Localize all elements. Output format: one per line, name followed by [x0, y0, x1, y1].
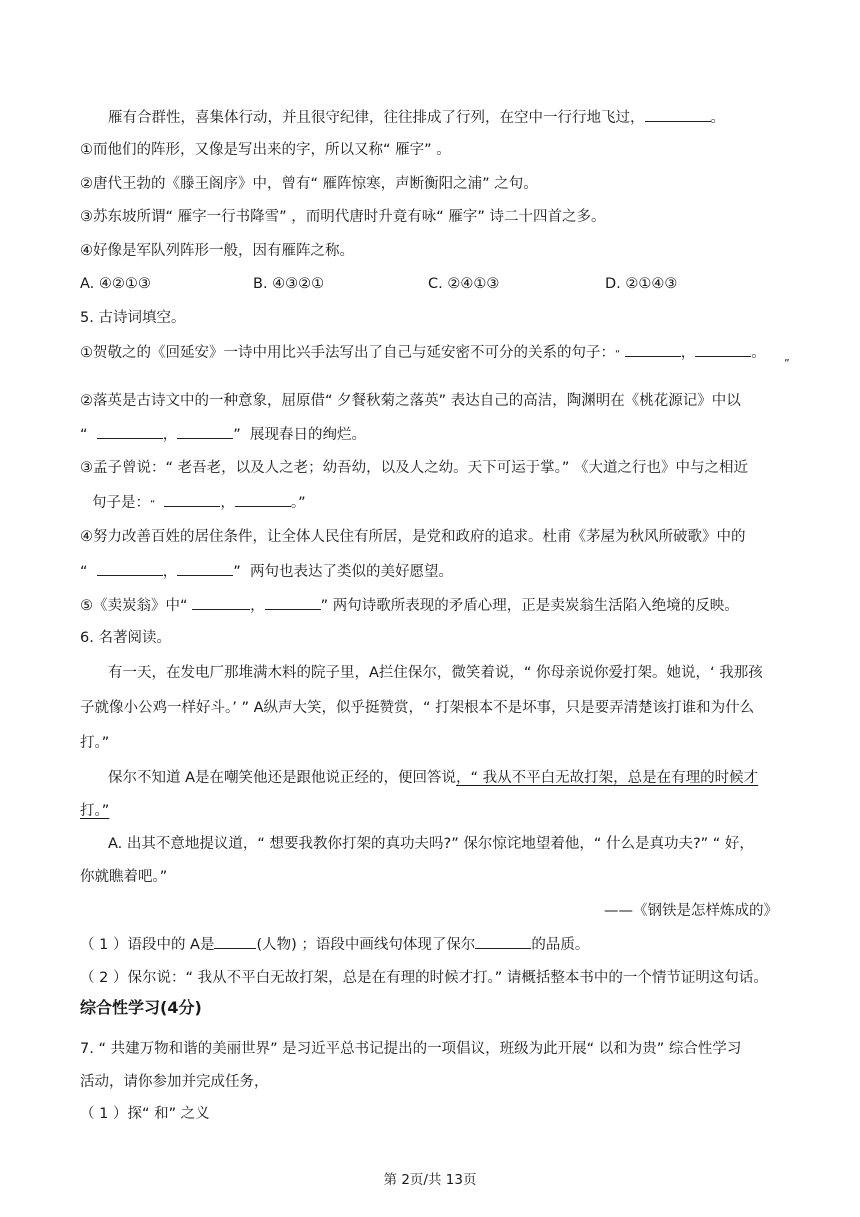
- underlined-sentence-end: 打。”: [80, 803, 110, 819]
- answer-blank[interactable]: [164, 492, 220, 507]
- answer-blank[interactable]: [177, 561, 233, 576]
- q5-item-4: ④努力改善百姓的居住条件，让全体人民住有所居，是党和政府的追求。杜甫《茅屋为秋风所破歌》中的: [80, 529, 746, 545]
- q6-passage-line: A. 出其不意地提议道，“ 想要我教你打架的真功夫吗?” 保尔惊诧地望着他，“ 什么是真功夫?” “ 好，: [108, 836, 754, 852]
- q5-item-3-answer-line: 句子是：“ ， 。”: [92, 492, 306, 515]
- q7-sub-1: （ 1 ）探“ 和” 之义: [80, 1106, 210, 1122]
- q6-passage-line: 有一天，在发电厂那堆满木料的院子里，A拦住保尔，微笑着说，“ 你母亲说你爱打架。她说，‘ 我那孩: [108, 665, 763, 681]
- q4-option-d[interactable]: D. ②①④③: [605, 276, 678, 292]
- page-footer: 第 2页/共 13页: [383, 1172, 477, 1188]
- q4-option-b[interactable]: B. ④③②①: [253, 276, 325, 292]
- q5-item-1-close-quote: ”: [784, 357, 790, 370]
- q5-item-2: ②落英是古诗文中的一种意象，屈原借“ 夕餐秋菊之落英” 表达自己的高洁，陶渊明在《桃花源记》中以: [80, 393, 741, 409]
- answer-blank[interactable]: [235, 492, 291, 507]
- q5-item-2-answer-line: “ ， ” 展现春日的绚烂。: [80, 424, 366, 445]
- answer-blank[interactable]: [177, 424, 233, 439]
- underlined-sentence: ，“ 我从不平白无故打架，总是在有理的时候才: [456, 770, 759, 786]
- q6-passage-line: 打。”: [80, 735, 110, 751]
- q7-line-1: 7. “ 共建万物和谐的美丽世界” 是习近平总书记提出的一项倡议，班级为此开展“ 以和为贵” 综合性学习: [80, 1041, 742, 1057]
- answer-blank[interactable]: [645, 107, 711, 122]
- answer-blank[interactable]: [214, 934, 256, 949]
- section-heading: 综合性学习(4分): [80, 998, 202, 1017]
- q6-passage-line: 你就瞧着吧。”: [80, 869, 168, 885]
- q6-title: 6. 名著阅读。: [80, 630, 171, 646]
- q5-item-3: ③孟子曾说：“ 老吾老，以及人之老；幼吾幼，以及人之幼。天下可运于掌。” 《大道之行也》中与之相近: [80, 460, 748, 476]
- answer-blank[interactable]: [625, 342, 681, 357]
- q6-sub-2: （ 2 ）保尔说：“ 我从不平白无故打架，总是在有理的时候才打。” 请概括整本书中的一个情节证明这句话。: [80, 970, 768, 986]
- q6-source: ——《钢铁是怎样炼成的》: [604, 903, 778, 919]
- q4-option-a[interactable]: A. ④②①③: [80, 276, 151, 292]
- q6-passage-line: 子就像小公鸡一样好斗。’ ” A纵声大笑，似乎挺赞赏，“ 打架根本不是坏事，只是要弄清楚该打谁和为什么: [80, 700, 755, 716]
- q4-sentence-1: ①而他们的阵形，又像是写出来的字，所以又称“ 雁字” 。: [80, 142, 451, 158]
- q4-sentence-3: ③苏东坡所谓“ 雁字一行书降雪” ，而明代唐时升竟有咏“ 雁字” 诗二十四首之多。: [80, 209, 606, 225]
- q4-sentence-4: ④好像是军队列阵形一般，因有雁阵之称。: [80, 243, 354, 259]
- answer-blank[interactable]: [97, 424, 163, 439]
- answer-blank[interactable]: [475, 934, 531, 949]
- q7-line-2: 活动，请你参加并完成任务，: [80, 1074, 269, 1090]
- q4-intro: 雁有合群性，喜集体行动，并且很守纪律，往往排成了行列，在空中一行行地飞过， 。: [108, 107, 725, 128]
- answer-blank[interactable]: [192, 595, 250, 610]
- q5-title: 5. 古诗词填空。: [80, 310, 186, 326]
- q5-item-5: ⑤《卖炭翁》中“ ， ” 两句诗歌所表现的矛盾心理，正是卖炭翁生活陷入绝境的反映。: [80, 595, 739, 616]
- q6-passage-line: 保尔不知道 A是在嘲笑他还是跟他说正经的，便回答说，“ 我从不平白无故打架，总是在有理的时候才: [108, 770, 759, 786]
- answer-blank[interactable]: [265, 595, 321, 610]
- q4-option-c[interactable]: C. ②④①③: [428, 276, 500, 292]
- q6-sub-1: （ 1 ）语段中的 A是 (人物) ；语段中画线句体现了保尔 的品质。: [80, 934, 589, 955]
- answer-blank[interactable]: [695, 342, 751, 357]
- q4-sentence-2: ②唐代王勃的《滕王阁序》中，曾有“ 雁阵惊寒，声断衡阳之浦” 之句。: [80, 176, 538, 192]
- answer-blank[interactable]: [97, 561, 163, 576]
- q5-item-1: ①贺敬之的《回延安》一诗中用比兴手法写出了自己与延安密不可分的关系的句子：“ ， 。: [80, 342, 766, 365]
- q5-item-4-answer-line: “ ， ” 两句也表达了类似的美好愿望。: [80, 561, 453, 582]
